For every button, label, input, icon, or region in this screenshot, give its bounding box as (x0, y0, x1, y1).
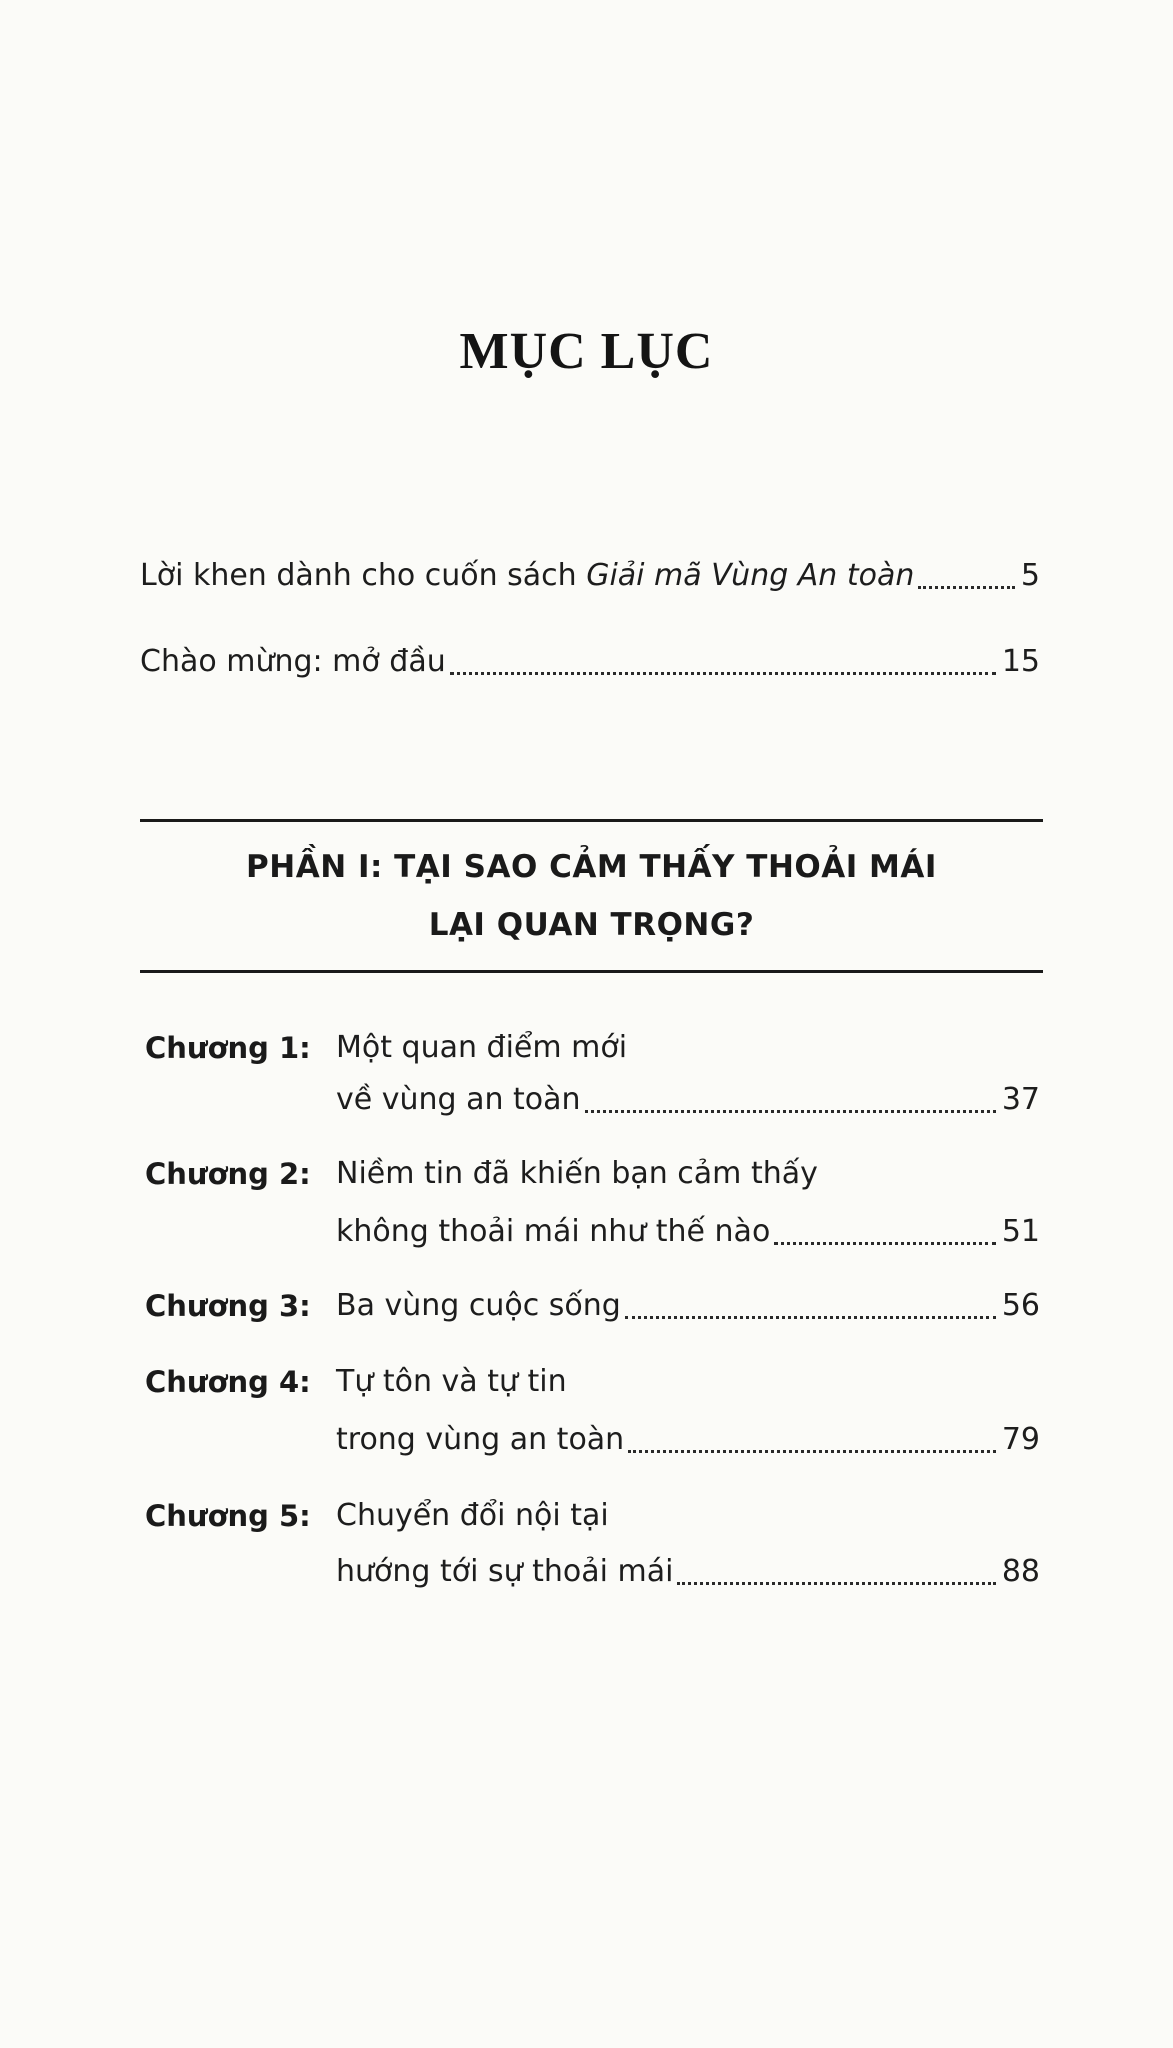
page-number: 79 (1001, 1422, 1040, 1457)
page-number: 5 (1020, 558, 1040, 593)
part-bottom-rule (140, 970, 1043, 973)
chapter-title-line2-row (336, 1076, 1040, 1122)
chapter-title-line2: không thoải mái như thế nào (336, 1214, 771, 1249)
chapter-label: Chương 5: (145, 1499, 311, 1533)
page-number: 56 (1001, 1288, 1040, 1323)
part-title (140, 838, 1043, 954)
dot-leader (585, 1110, 996, 1113)
dot-leader (918, 586, 1015, 589)
page-number: 15 (1001, 644, 1040, 679)
toc-entry-welcome[interactable] (140, 638, 1040, 684)
chapter-title-line1: Một quan điểm mới (336, 1030, 628, 1065)
dot-leader (628, 1450, 996, 1453)
chapter-title-line2-row (336, 1416, 1040, 1462)
toc-entry-text: Lời khen dành cho cuốn sách Giải mã Vùng An toàn (140, 558, 915, 593)
dot-leader (625, 1316, 996, 1319)
chapter-title-line1: Niềm tin đã khiến bạn cảm thấy (336, 1156, 818, 1191)
chapter-title-line2: hướng tới sự thoải mái (336, 1554, 674, 1589)
chapter-title-line2-row (336, 1548, 1040, 1594)
chapter-title-line1: Tự tôn và tự tin (336, 1364, 567, 1399)
part-title-line2: LẠI QUAN TRỌNG? (428, 907, 755, 943)
chapter-label: Chương 1: (145, 1031, 311, 1065)
toc-entry-praise[interactable] (140, 552, 1040, 598)
part-title-line1: PHẦN I: TẠI SAO CẢM THẤY THOẢI MÁI (246, 849, 937, 885)
chapter-label: Chương 2: (145, 1157, 311, 1191)
chapter-label: Chương 4: (145, 1365, 311, 1399)
page-title: MỤC LỤC (459, 323, 714, 380)
part-top-rule (140, 819, 1043, 822)
chapter-title-line1: Chuyển đổi nội tại (336, 1498, 609, 1533)
dot-leader (774, 1242, 996, 1245)
chapter-title-line2-row (336, 1208, 1040, 1254)
chapter-title-row (336, 1282, 1040, 1328)
page-number: 37 (1001, 1082, 1040, 1117)
dot-leader (677, 1582, 995, 1585)
page-number: 51 (1001, 1214, 1040, 1249)
dot-leader (450, 672, 996, 675)
chapter-title-line2: về vùng an toàn (336, 1082, 581, 1117)
toc-entry-text: Chào mừng: mở đầu (140, 644, 446, 679)
chapter-title: Ba vùng cuộc sống (336, 1288, 621, 1323)
chapter-label: Chương 3: (145, 1289, 311, 1323)
page-number: 88 (1001, 1554, 1040, 1589)
chapter-title-line2: trong vùng an toàn (336, 1422, 625, 1457)
